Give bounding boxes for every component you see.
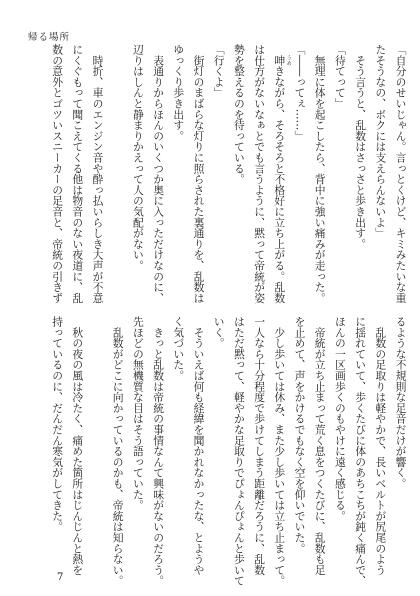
- text-line: 秋の夜の風は冷たく、痛めた箇所はじんじんと熱を: [71, 316, 85, 576]
- text-line: 表通りからほんのいくつか奥に入っただけなのに、: [152, 44, 166, 304]
- text-line: そういえば何も経緯を聞かれなかったな、とようや: [192, 316, 206, 576]
- text-line: そう言うと、乱数はさっさと歩き出す。: [354, 44, 368, 250]
- text-line: 少し歩いては休み、また少し歩いては立ち止まって。: [273, 316, 287, 586]
- text-line: を止めて、声をかけるでもなく空を仰いでいた。: [293, 316, 307, 554]
- text-line: く気づいた。: [172, 316, 186, 381]
- running-head-title: 帰る場所: [28, 32, 71, 43]
- text-line: は仕方がないなぁとでも言うように、黙って帝統が姿: [253, 44, 267, 304]
- text-line: 辺りはしんと静まりかえって人の気配がない。: [131, 44, 145, 271]
- text-line: 「自分のせいじゃん。言っとくけど、キミみたいな重: [394, 44, 408, 304]
- text-line: 勢を整えるのを待っている。: [232, 44, 246, 185]
- text-line: にくぐもって聞こえてくる他は物音のない夜道に、乱: [71, 44, 85, 304]
- text-line: に揺れていて、歩くたびに体のあちこちが鈍く痛んで、: [354, 316, 368, 586]
- ruby-reading: うめ: [285, 54, 292, 66]
- text-line: 一人なら十分程度で歩けてしまう距離だろうに、乱数: [253, 316, 267, 576]
- text-line: 時折、車のエンジン音や酔っ払いらしき大声が不意: [91, 44, 105, 304]
- text-line: 乱数がどこに向かっているのかも、帝統は知らない。: [111, 316, 125, 586]
- text-line: はただ黙って、軽やかな足取りでぴょんぴょんと歩いて: [232, 316, 246, 586]
- text-line: 無理に体を起こしたら、背中に強い痛みが走った。: [313, 44, 327, 304]
- text-line: 乱数の足取りは軽やかで、長いベルトが尻尾のよう: [374, 316, 388, 576]
- text-line: 「待てって」: [333, 44, 347, 109]
- text-segment: きながら、そろそろと不格好に立ち上がる。乱数: [273, 65, 287, 304]
- text-line: るような不規則な足音だけが響く。: [394, 316, 408, 489]
- text-line: いく。: [212, 316, 226, 349]
- text-line: 帝統が立ち止まって荒く息をつくたびに、乱数も足: [313, 316, 327, 576]
- text-line: 持っているのに、だんだん寒気がしてきた。: [51, 316, 65, 532]
- page-number: 7: [57, 572, 64, 583]
- text-line: たそうなの、ボクには支えらんないよ」: [374, 44, 388, 239]
- text-line: きっと乱数は帝統の事情なんて興味がないのだろう。: [152, 316, 166, 586]
- text-line: ゆっくり歩き出す。: [172, 44, 186, 142]
- text-line: ほんの一区画歩くのもやけに遠く感じる。: [333, 316, 347, 522]
- text-line: 数の意外とゴツいスニーカーの足音と、帝統の引きず: [51, 44, 65, 304]
- text-line: 先ほどの無機質な目はそう語っていた。: [131, 316, 145, 511]
- text-line: 「――ってぇ……」: [293, 44, 307, 142]
- text-line: 街灯のまばらな灯りに照らされた裏通りを、乱数は: [192, 44, 206, 304]
- text-line: 「行くよ」: [212, 44, 226, 98]
- ruby-base: 呻: [273, 54, 287, 66]
